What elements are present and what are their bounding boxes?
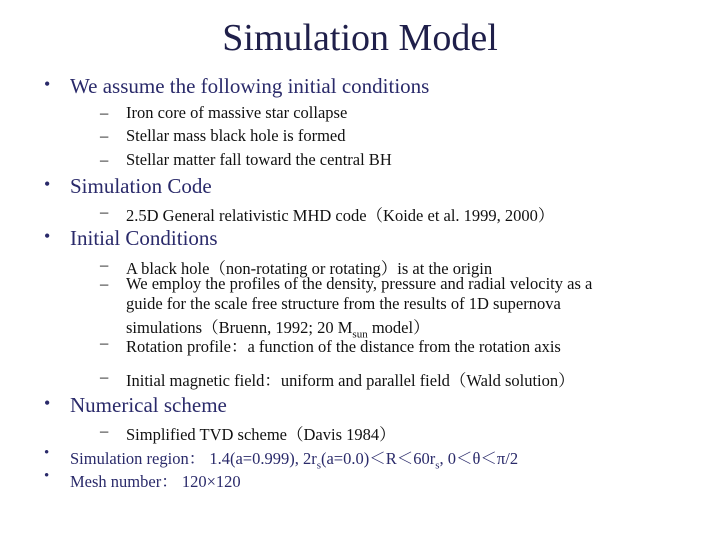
item-text: Stellar mass black hole is formed: [126, 126, 346, 145]
item-text: Initial magnetic field：uniform and parallel field（Wald solution）: [126, 371, 575, 390]
item-text: Simplified TVD scheme（Davis 1984）: [126, 425, 396, 444]
dash-icon: –: [100, 202, 109, 221]
bullet-icon: •: [44, 74, 51, 94]
heading-scheme: Numerical scheme: [70, 393, 227, 417]
bullet-icon: •: [44, 174, 51, 194]
item-text: Stellar matter fall toward the central BH: [126, 150, 392, 169]
subscript-sun: sun: [352, 328, 368, 341]
heading-code: Simulation Code: [70, 174, 212, 198]
dash-icon: –: [100, 333, 109, 352]
bullet-icon: •: [44, 468, 50, 484]
item-text: Rotation profile：a function of the distance from the rotation axis: [126, 337, 561, 356]
slide-title: Simulation Model: [222, 17, 498, 59]
subscript-s: s: [435, 459, 440, 472]
bullet-icon: •: [44, 393, 51, 413]
item-text: We employ the profiles of the density, pressure and radial velocity as a: [126, 274, 593, 293]
dash-icon: –: [100, 150, 109, 169]
region-pre: Simulation region： 1.4(a=0.999), 2r: [70, 449, 317, 468]
item-text: A black hole（non-rotating or rotating）is at the origin: [126, 259, 493, 278]
item-text: Iron core of massive star collapse: [126, 103, 348, 122]
item-text-pre: simulations（Bruenn, 1992; 20 M: [126, 318, 353, 337]
region-mid: (a=0.0)＜R＜60r: [320, 449, 436, 468]
dash-icon: –: [100, 421, 109, 440]
bullet-icon: •: [44, 226, 51, 246]
dash-icon: –: [100, 126, 109, 145]
item-text-post: model）: [367, 318, 430, 337]
dash-icon: –: [100, 274, 109, 293]
heading-init: Initial Conditions: [70, 226, 218, 250]
item-text: 2.5D General relativistic MHD code（Koide et al. 1999, 2000）: [126, 206, 555, 225]
bullet-icon: •: [44, 445, 50, 461]
heading-assume: We assume the following initial conditions: [70, 74, 430, 98]
item-text: guide for the scale free structure from the results of 1D supernova: [126, 294, 561, 313]
dash-icon: –: [100, 367, 109, 386]
subscript-s: s: [316, 459, 321, 472]
dash-icon: –: [100, 103, 109, 122]
dash-icon: –: [100, 255, 109, 274]
mesh-text: Mesh number： 120×120: [70, 472, 241, 491]
region-post: , 0＜θ＜π/2: [439, 449, 519, 468]
